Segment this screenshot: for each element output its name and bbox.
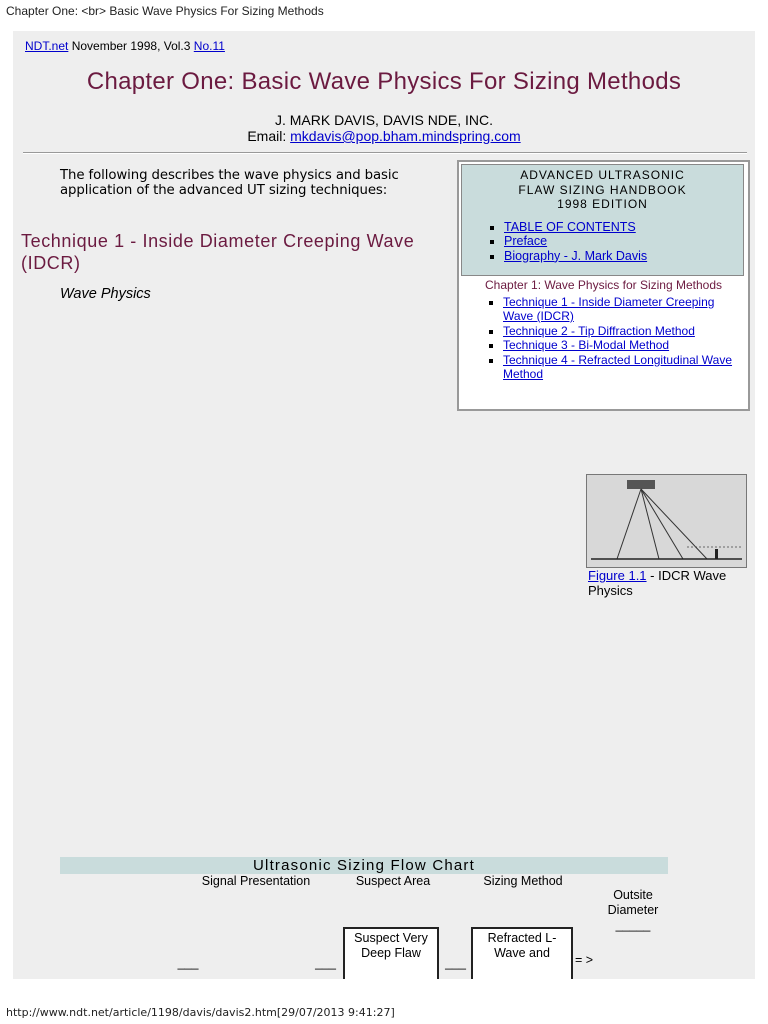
- handbook-title: [462, 168, 743, 212]
- flow-col-suspect: Suspect Area: [355, 874, 431, 888]
- idcr-diagram-icon: [587, 475, 746, 567]
- header-divider: [23, 152, 747, 154]
- technique-1-link[interactable]: Technique 1 - Inside Diameter Creeping Wave (IDCR): [503, 294, 715, 323]
- idcr-figure-image[interactable]: [586, 474, 747, 568]
- handbook-header-panel: [461, 164, 744, 276]
- handbook-title-line: ADVANCED ULTRASONIC: [520, 168, 685, 182]
- browser-tab-title: Chapter One: <br> Basic Wave Physics For Sizing Methods: [6, 4, 324, 18]
- flow-col-signal: Signal Presentation: [201, 874, 311, 888]
- list-item: [503, 324, 746, 339]
- flow-outside-underline: _____: [615, 918, 651, 932]
- list-item: [504, 220, 743, 235]
- technique-3-link[interactable]: Technique 3 - Bi-Modal Method: [503, 338, 670, 352]
- intro-paragraph: The following describes the wave physics and basic application of the advanced UT sizing techniques:: [60, 168, 399, 199]
- email-link[interactable]: mkdavis@pop.bham.mindspring.com: [290, 128, 521, 144]
- list-item: [504, 234, 743, 249]
- chapter-title: Chapter 1: Wave Physics for Sizing Methods: [485, 278, 722, 292]
- flow-dash-1: ___: [177, 956, 199, 970]
- technique-4-link[interactable]: Technique 4 - Refracted Longitudinal Wave Method: [503, 352, 733, 381]
- article-page: [13, 31, 755, 979]
- chapter-links: [481, 295, 746, 382]
- flow-dash-2: ___: [315, 956, 336, 970]
- list-item: [504, 249, 743, 264]
- figure-1-1-link[interactable]: Figure 1.1: [588, 568, 647, 583]
- flow-box-suspect: Suspect Very Deep Flaw: [343, 927, 439, 979]
- flow-col-method: Sizing Method: [483, 874, 563, 888]
- list-item: [503, 295, 746, 324]
- page-source-url: http://www.ndt.net/article/1198/davis/davis2.htm[29/07/2013 9:41:27]: [6, 1006, 395, 1019]
- email-label: Email:: [247, 128, 291, 144]
- email-line: [13, 128, 755, 144]
- figure-caption: [588, 569, 753, 598]
- flow-col-outside: Outsite Diameter: [607, 888, 659, 917]
- handbook-navigation-box: [457, 160, 750, 411]
- list-item: [503, 353, 746, 382]
- wave-physics-subheading: Wave Physics: [60, 286, 151, 302]
- biography-link[interactable]: Biography - J. Mark Davis: [504, 248, 648, 263]
- flow-box-method: Refracted L-Wave and: [471, 927, 573, 979]
- issue-meta: [25, 39, 225, 53]
- chapter-panel: [461, 278, 746, 382]
- page-title: Chapter One: Basic Wave Physics For Sizing Methods: [86, 68, 682, 95]
- flow-dash-3: ___: [445, 956, 466, 970]
- handbook-links: [482, 220, 743, 264]
- issue-date: November 1998, Vol.3: [68, 39, 194, 53]
- flow-chart-title: Ultrasonic Sizing Flow Chart: [60, 857, 668, 874]
- handbook-title-line: 1998 EDITION: [557, 197, 648, 211]
- technique-1-heading: Technique 1 - Inside Diameter Creeping Wave (IDCR): [21, 231, 415, 273]
- list-item: [503, 338, 746, 353]
- issue-number-link[interactable]: No.11: [193, 39, 225, 53]
- author-line: J. MARK DAVIS, DAVIS NDE, INC.: [274, 112, 494, 128]
- technique-2-link[interactable]: Technique 2 - Tip Diffraction Method: [503, 323, 695, 338]
- ndt-net-link[interactable]: NDT.net: [25, 39, 69, 53]
- flow-arrow: = >: [574, 953, 594, 967]
- figure-caption-text: - IDCR Wave Physics: [588, 568, 727, 598]
- table-of-contents-link[interactable]: TABLE OF CONTENTS: [504, 219, 636, 234]
- preface-link[interactable]: Preface: [504, 234, 548, 248]
- handbook-title-line: FLAW SIZING HANDBOOK: [518, 182, 687, 197]
